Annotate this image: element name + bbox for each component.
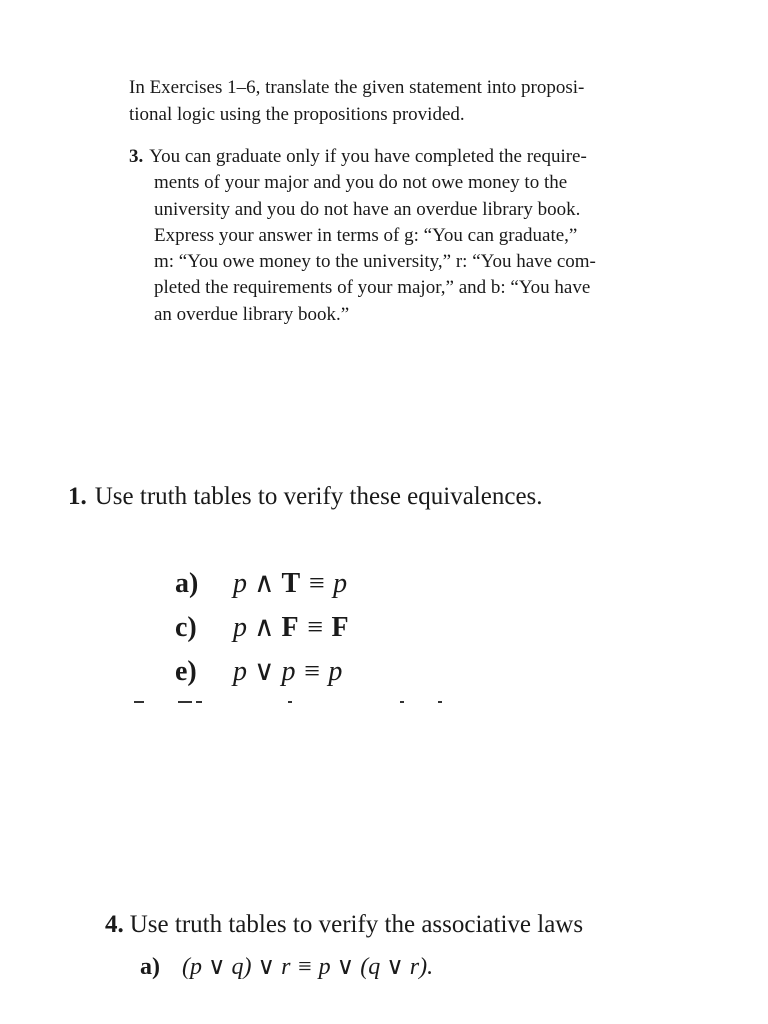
formula: (p ∨ q) ∨ r ≡ p ∨ (q ∨ r). — [182, 954, 434, 980]
exercise-1-text: Use truth tables to verify these equivalences. — [94, 483, 543, 510]
part-label: a) — [140, 954, 160, 980]
cropped-text-fragment — [132, 698, 452, 706]
exercise-1-title — [68, 480, 543, 514]
exercise-intro — [129, 74, 669, 128]
formula-lhs: p ∨ p ≡ p — [233, 656, 343, 687]
exercise-3-line: Express your answer in terms of g: “You can graduate,” — [154, 224, 578, 246]
formula-constant: F — [281, 612, 299, 643]
formula-rhs: ≡ p — [300, 568, 348, 599]
exercise-1-part-c — [175, 606, 349, 650]
exercise-1-part-a — [175, 562, 349, 606]
exercise-3 — [129, 144, 669, 328]
exercise-number: 3. — [129, 146, 144, 167]
exercise-3-line: m: “You owe money to the university,” r: “You have com- — [154, 251, 596, 273]
intro-line: In Exercises 1–6, translate the given statement into proposi- — [129, 77, 585, 98]
exercise-4-text: Use truth tables to verify the associative laws — [129, 911, 584, 938]
formula-rhs-constant: F — [331, 612, 349, 643]
exercise-4-title — [105, 908, 583, 942]
exercise-number: 1. — [68, 483, 87, 510]
part-label: e) — [175, 656, 197, 687]
exercise-number: 4. — [105, 911, 124, 938]
exercise-1-part-e — [175, 650, 349, 694]
exercise-4-part-a — [140, 950, 433, 984]
formula-constant: T — [281, 568, 301, 599]
formula-lhs: p ∧ — [233, 568, 282, 599]
exercise-3-line: ments of your major and you do not owe money to the — [154, 172, 568, 194]
part-label: c) — [175, 612, 197, 643]
formula-rhs: ≡ — [298, 612, 332, 643]
intro-line: tional logic using the propositions provided. — [129, 104, 465, 125]
exercise-3-line: university and you do not have an overdue library book. — [154, 198, 581, 220]
exercise-3-line: pleted the requirements of your major,” and b: “You have — [154, 277, 591, 299]
formula-lhs: p ∧ — [233, 612, 282, 643]
exercise-3-line: an overdue library book.” — [154, 303, 350, 325]
exercise-3-line — [129, 144, 669, 170]
exercise-3-text: You can graduate only if you have completed the require- — [149, 146, 587, 167]
part-label: a) — [175, 568, 199, 599]
exercise-1-parts — [175, 562, 349, 694]
